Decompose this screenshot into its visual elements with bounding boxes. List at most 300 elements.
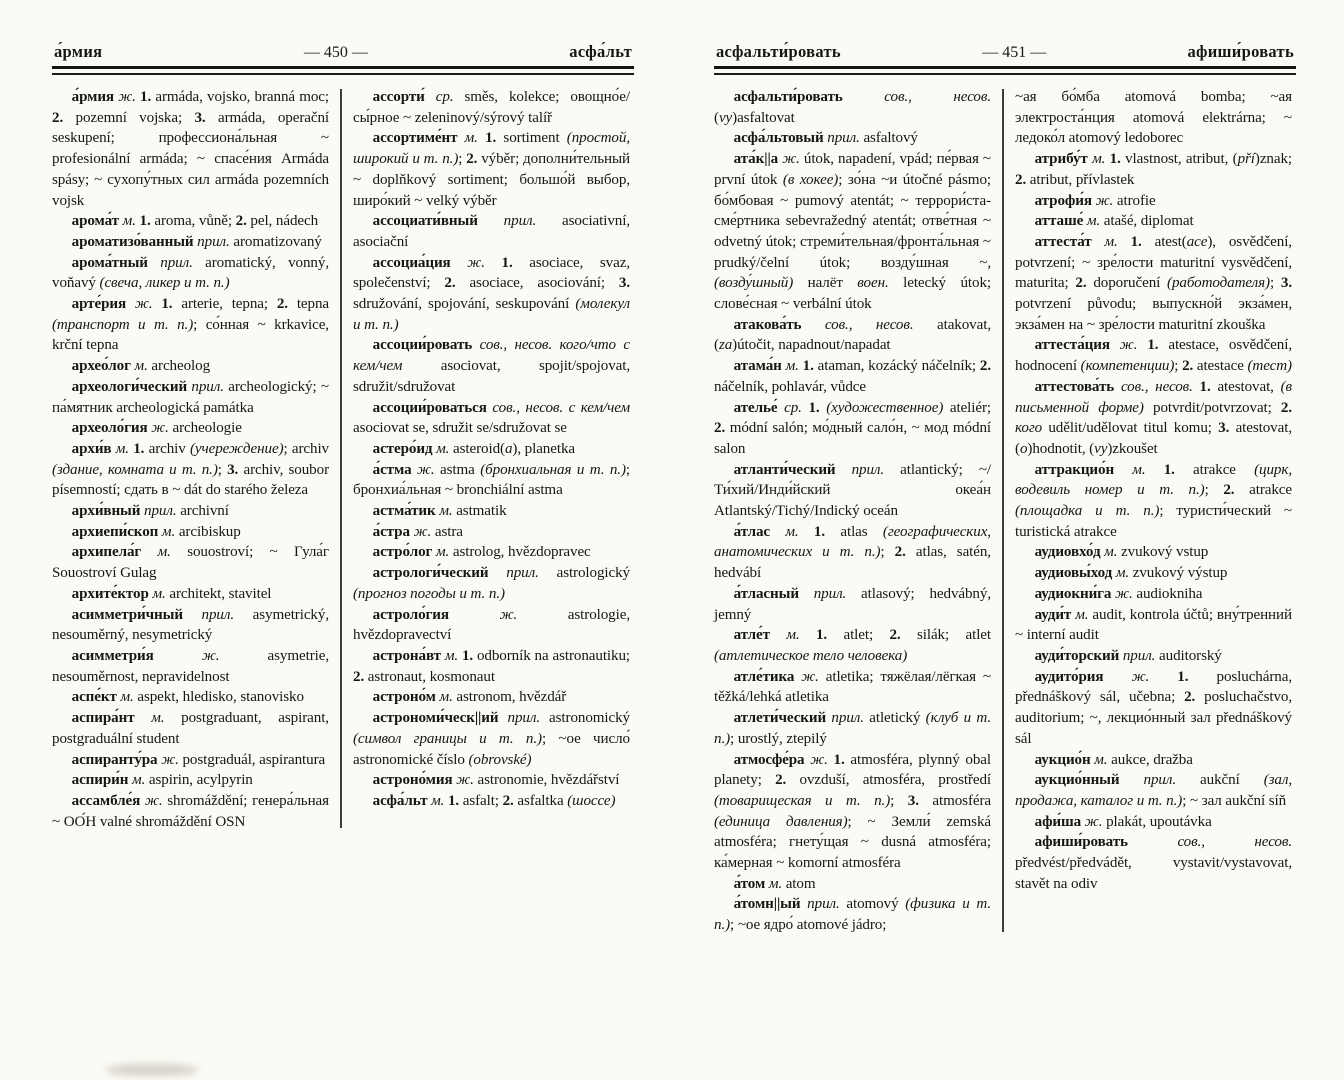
grammar-label: (символ границы и т. п.) bbox=[353, 730, 542, 747]
translation-text: atakovat, ( bbox=[714, 316, 991, 354]
dictionary-entry-continuation bbox=[1015, 87, 1292, 149]
grammar-label: ж. bbox=[134, 296, 162, 313]
translation-text: astronomický bbox=[549, 710, 631, 727]
dictionary-entry bbox=[52, 584, 329, 605]
headword: аттеста́ция bbox=[1034, 337, 1120, 354]
headword: архи́в bbox=[71, 440, 116, 457]
translation-text: posluchačstvo, auditorium; ~, лекцио́нный зал přednáškový sál bbox=[1015, 689, 1293, 747]
bold-text: 1. bbox=[1109, 151, 1126, 168]
translation-text: atmosféra, plynný obal planety; bbox=[714, 751, 991, 789]
headword: а́стма bbox=[372, 461, 417, 478]
bold-text: 1. bbox=[447, 792, 463, 809]
grammar-label: ж. bbox=[810, 751, 834, 768]
translation-text: postgraduál, aspirantura bbox=[182, 751, 326, 768]
dictionary-entry bbox=[1015, 191, 1292, 212]
grammar-label: прил. bbox=[507, 710, 550, 727]
grammar-label: сов., несов. bbox=[824, 316, 937, 333]
grammar-label: (работодателя) bbox=[1167, 275, 1270, 292]
bold-text: 1. bbox=[815, 627, 844, 644]
grammar-label: ace bbox=[1186, 233, 1208, 250]
translation-text: asociativní, asociační bbox=[353, 213, 630, 250]
page-right bbox=[714, 42, 1296, 936]
translation-text: vlastnost, atribut, ( bbox=[1125, 151, 1238, 168]
dictionary-entry bbox=[1015, 812, 1292, 833]
translation-text: architekt, stavitel bbox=[169, 585, 272, 602]
grammar-label: (художественное) bbox=[826, 399, 950, 416]
headword: архипела́г bbox=[71, 544, 158, 561]
grammar-label: (прогноз погоды и т. п.) bbox=[353, 585, 505, 602]
headword: аукцио́н bbox=[1034, 751, 1095, 768]
dictionary-entry bbox=[1015, 460, 1292, 543]
translation-text: astrologický bbox=[556, 565, 631, 582]
headword: архи́вный bbox=[71, 503, 145, 520]
running-head-left bbox=[52, 42, 634, 62]
dictionary-entry bbox=[52, 232, 329, 253]
headword: астма́тик bbox=[372, 503, 440, 520]
translation-text: ; со́нная ~ krkavice, krční tepna bbox=[52, 316, 329, 354]
dictionary-entry bbox=[52, 501, 329, 522]
dictionary-entry bbox=[714, 894, 991, 935]
headword: аудиокни́га bbox=[1034, 585, 1116, 602]
translation-text: souostroví; ~ Гула́г Souostroví Gulag bbox=[52, 544, 329, 582]
column-1 bbox=[52, 87, 329, 832]
bold-text: 2. bbox=[775, 772, 800, 789]
grammar-label: м. bbox=[435, 544, 453, 561]
translation-text: předvést/předvádět, vystavit/vystavovat, stavět na odiv bbox=[1015, 855, 1292, 892]
grammar-label: (географических, анатомических и т. п.) bbox=[714, 523, 991, 561]
headword: аудито́рия bbox=[1034, 668, 1132, 685]
translation-text: náčelník, pohlavár, vůdce bbox=[714, 378, 866, 395]
translation-text: posluchárna, přednáškový sál, učebna; bbox=[1015, 668, 1292, 706]
dictionary-entry bbox=[353, 253, 630, 336]
dictionary-entry bbox=[52, 605, 329, 646]
dictionary-entry bbox=[52, 253, 329, 294]
grammar-label: м. bbox=[151, 710, 182, 727]
translation-text: astra bbox=[434, 523, 463, 540]
dictionary-entry bbox=[353, 335, 630, 397]
translation-text: silák; atlet bbox=[916, 627, 991, 644]
translation-text: doporučení bbox=[1093, 275, 1168, 292]
translation-text: asymetrický, nesouměrný, nesymetrický bbox=[52, 606, 329, 644]
grammar-label: ср. bbox=[435, 89, 465, 105]
headword: арома́т bbox=[71, 213, 123, 230]
translation-text: astronom, hvězdář bbox=[456, 689, 567, 706]
translation-text: atlas, satén, hedvábí bbox=[714, 544, 991, 582]
translation-text: archeologie bbox=[172, 420, 242, 437]
page-number: — 451 — bbox=[982, 44, 1047, 61]
bold-text: 1. bbox=[485, 130, 504, 147]
headword: атмосфе́ра bbox=[733, 751, 811, 768]
translation-text: postgraduant, aspirant, postgraduální student bbox=[52, 710, 329, 747]
headword: атрибу́т bbox=[1034, 151, 1093, 168]
grammar-label: сов., несов. bbox=[1177, 834, 1292, 851]
translation-text: archeolog bbox=[151, 358, 211, 375]
bold-text: 1. bbox=[140, 89, 156, 105]
grammar-label: ж. bbox=[118, 89, 141, 105]
translation-text: udělit/udělovat titul komu; bbox=[1048, 420, 1219, 437]
headword: архите́ктор bbox=[71, 585, 153, 602]
headword: а́тласный bbox=[733, 585, 814, 602]
column-3 bbox=[714, 87, 991, 936]
translation-text: astmatik bbox=[456, 503, 507, 520]
translation-text: ; ~ое число́ astronomické číslo bbox=[353, 730, 630, 768]
dictionary-entry bbox=[714, 460, 991, 522]
translation-text: ; urostlý, ztepilý bbox=[730, 730, 827, 747]
headword: аукцио́нный bbox=[1034, 772, 1144, 789]
grammar-label: м. bbox=[115, 440, 134, 457]
headword: астроно́мия bbox=[372, 772, 457, 789]
translation-text: atašé, diplomat bbox=[1103, 213, 1194, 230]
dictionary-entry bbox=[1015, 377, 1292, 460]
grammar-label: м. bbox=[122, 213, 140, 230]
translation-text: atletika; тяжёлая/лёгкая ~ těžká/lehká atletika bbox=[714, 668, 991, 706]
grammar-label: м. bbox=[786, 627, 816, 644]
bold-text: 1. bbox=[1199, 378, 1218, 395]
translation-text: archiv, soubor písemností; сдать в ~ dát do starého železa bbox=[52, 461, 329, 499]
bold-text: 2. bbox=[1075, 275, 1094, 292]
translation-text: pel, nádech bbox=[250, 213, 319, 230]
dictionary-entry bbox=[714, 522, 991, 584]
grammar-label: (учереждение) bbox=[190, 440, 284, 457]
grammar-label: (свеча, ликер и т. п.) bbox=[99, 275, 230, 292]
grammar-label: za bbox=[718, 337, 733, 354]
translation-text: ; ~ое ядро́ atomové jádro; bbox=[730, 917, 887, 934]
dictionary-entry bbox=[353, 439, 630, 460]
grammar-label: прил. bbox=[807, 896, 847, 913]
grammar-label: прил. bbox=[160, 254, 206, 271]
translation-text: arcibiskup bbox=[178, 523, 241, 540]
translation-text: )zkoušet bbox=[1107, 440, 1158, 457]
grammar-label: ж. bbox=[467, 254, 502, 271]
grammar-label: ср. bbox=[784, 399, 809, 416]
grammar-label: ж. bbox=[144, 792, 168, 809]
dictionary-entry bbox=[1015, 211, 1292, 232]
translation-text: auditorský bbox=[1159, 647, 1222, 664]
grammar-label: (зал, продажа, каталог и т. п.) bbox=[1015, 772, 1293, 809]
translation-text: audit, kontrola účtů; вну́тренний ~ interní audit bbox=[1015, 606, 1292, 644]
headword: астрологи́ческий bbox=[372, 565, 507, 582]
grammar-label: ж. bbox=[499, 606, 568, 623]
translation-text: ateliér; bbox=[949, 399, 991, 416]
grammar-label: ж. bbox=[151, 420, 173, 437]
grammar-label: vy bbox=[1094, 440, 1108, 457]
grammar-label: м. bbox=[1115, 565, 1133, 582]
bold-text: 1. bbox=[1177, 668, 1217, 685]
grammar-label: м. bbox=[768, 875, 786, 892]
headword: ароматизо́ванный bbox=[71, 233, 198, 250]
grammar-label: vy bbox=[718, 109, 733, 126]
grammar-label: м. bbox=[1092, 151, 1110, 168]
grammar-label: м. bbox=[785, 523, 814, 540]
headword: ателье́ bbox=[733, 399, 785, 416]
translation-text: aromatický, vonný, voňavý bbox=[52, 254, 330, 292]
grammar-label: ж. bbox=[1095, 192, 1117, 209]
translation-text: plakát, upoutávka bbox=[1106, 813, 1212, 830]
dictionary-entry bbox=[714, 584, 991, 625]
dictionary-entry bbox=[353, 522, 630, 543]
bold-text: 2. bbox=[1280, 399, 1293, 416]
translation-text: audiokniha bbox=[1136, 585, 1203, 602]
translation-text: atribut, přívlastek bbox=[1029, 171, 1135, 188]
dictionary-entry bbox=[52, 542, 329, 583]
headword: аудиовы́ход bbox=[1034, 565, 1116, 582]
bold-text: 2. bbox=[52, 109, 76, 126]
dictionary-entry bbox=[353, 128, 630, 211]
text-columns bbox=[714, 87, 1296, 936]
dictionary-entry bbox=[353, 87, 630, 128]
headword: ассоциати́вный bbox=[372, 213, 504, 230]
grammar-label: ж. bbox=[456, 772, 478, 789]
grammar-label: м. bbox=[439, 503, 457, 520]
dictionary-entry bbox=[353, 563, 630, 604]
running-head-right bbox=[714, 42, 1296, 62]
translation-text: astrologie, hvězdopravectví bbox=[353, 606, 630, 644]
grammar-label: прил. bbox=[197, 233, 234, 250]
dictionary-entry bbox=[714, 625, 991, 666]
translation-text: atletický bbox=[869, 710, 926, 727]
dictionary-entry bbox=[1015, 770, 1292, 811]
dictionary-entry bbox=[52, 356, 329, 377]
translation-text: asociace, asociování; bbox=[469, 275, 619, 292]
headword: аттракцио́н bbox=[1034, 461, 1133, 478]
dictionary-entry bbox=[714, 356, 991, 397]
headword: ауди́торский bbox=[1034, 647, 1123, 664]
dictionary-entry bbox=[353, 460, 630, 501]
translation-text: aukční bbox=[1200, 772, 1264, 789]
dictionary-entry bbox=[714, 667, 991, 708]
dictionary-entry bbox=[52, 87, 329, 211]
grammar-label: прил. bbox=[831, 710, 870, 727]
headword: аспе́кт bbox=[71, 689, 121, 706]
running-head-first-word: асфальти́ровать bbox=[716, 42, 841, 61]
grammar-label: (атлетическое тело человека) bbox=[714, 647, 908, 664]
translation-text: asfaltka bbox=[517, 792, 568, 809]
bold-text: 2. bbox=[979, 358, 991, 375]
headword: аттестова́ть bbox=[1034, 378, 1121, 395]
dictionary-entry bbox=[52, 377, 329, 418]
grammar-label: a bbox=[504, 440, 513, 457]
translation-text: astrolog, hvězdopravec bbox=[452, 544, 591, 561]
headword: атле́тика bbox=[733, 668, 802, 685]
translation-text: ; зо́на ~и útočné pásmo; бо́мбовая ~ pumový atentát; ~ террори́ста-сме́ртника sebevražedný atentát; отве́тная ~ odvetný útok; стреми́тельная/фронта́льная ~ prudký/čelní útok; возду́шная ~, bbox=[714, 171, 991, 271]
bold-text: 1. bbox=[1163, 461, 1194, 478]
bold-text: 3. bbox=[1280, 275, 1292, 292]
translation-text: aspirin, acylpyrin bbox=[148, 772, 253, 789]
bold-text: 2. bbox=[1184, 689, 1205, 706]
grammar-label: м. bbox=[120, 689, 138, 706]
translation-text: archeologický; ~ па́мятник archeologická památka bbox=[52, 378, 329, 416]
translation-text: arterie, tepna; bbox=[181, 296, 277, 313]
dictionary-entry bbox=[353, 646, 630, 687]
translation-text: ; туристи́ческий ~ turistická atrakce bbox=[1015, 503, 1292, 540]
grammar-label: (в письменной форме) bbox=[1015, 378, 1293, 416]
headword: астрономи́ческ||ий bbox=[372, 710, 508, 727]
dictionary-entry bbox=[1015, 832, 1292, 894]
headword: асимметри́я bbox=[71, 647, 202, 664]
grammar-label: прил. bbox=[851, 461, 901, 478]
bold-text: 2. bbox=[276, 296, 297, 313]
translation-text: asymetrie, nesouměrnost, nepravidelnost bbox=[52, 647, 329, 685]
translation-text: letecký útok; слове́сная ~ verbální útok bbox=[714, 275, 991, 313]
grammar-label: м. bbox=[431, 792, 448, 809]
translation-text: ; bbox=[890, 792, 908, 809]
grammar-label: м. bbox=[1132, 461, 1164, 478]
translation-text: atestace, osvědčení, hodnocení bbox=[1015, 337, 1292, 375]
bold-text: 1. bbox=[833, 751, 851, 768]
page-number: — 450 — bbox=[303, 44, 368, 61]
translation-text: atomový bbox=[846, 896, 906, 913]
headword: ассортиме́нт bbox=[372, 130, 465, 147]
bold-text: 1. bbox=[501, 254, 530, 271]
headword: ассоциа́ция bbox=[372, 254, 468, 271]
running-head-last-word: асфа́льт bbox=[569, 42, 632, 61]
headword: археологи́ческий bbox=[71, 378, 192, 395]
dictionary-entry bbox=[52, 211, 329, 232]
headword: а́тлас bbox=[733, 523, 786, 540]
translation-text: aromatizovaný bbox=[233, 233, 322, 250]
grammar-label: м. bbox=[436, 440, 454, 457]
translation-text: налёт bbox=[807, 275, 858, 292]
translation-text: ; bbox=[458, 151, 467, 168]
dictionary-entry bbox=[714, 315, 991, 356]
column-divider-rule bbox=[340, 89, 342, 828]
bold-text: 3. bbox=[194, 109, 218, 126]
headword: ауди́т bbox=[1034, 606, 1076, 623]
translation-text: ; bbox=[1269, 275, 1281, 292]
dictionary-entry bbox=[714, 750, 991, 874]
bold-text: 2. bbox=[466, 151, 482, 168]
translation-text: ; бронхиа́льная ~ bronchiální astma bbox=[353, 461, 630, 499]
headword: а́рмия bbox=[71, 89, 119, 105]
grammar-label: pří bbox=[1237, 151, 1255, 168]
translation-text: ), planetka bbox=[512, 440, 575, 457]
translation-text: módní salón; мо́дный сало́н, ~ мод módní salon bbox=[714, 420, 991, 457]
dictionary-entry bbox=[353, 770, 630, 791]
headword: атакова́ть bbox=[733, 316, 825, 333]
dictionary-entry bbox=[353, 398, 630, 439]
grammar-label: (тест) bbox=[1247, 358, 1292, 375]
dictionary-entry bbox=[353, 501, 630, 522]
dictionary-entry bbox=[52, 294, 329, 356]
translation-text: ovzduší, atmosféra, prostředí bbox=[799, 772, 992, 789]
dictionary-entry bbox=[714, 149, 991, 315]
dictionary-entry bbox=[52, 418, 329, 439]
grammar-label: ж. bbox=[1084, 813, 1107, 830]
grammar-label: прил. bbox=[503, 213, 563, 230]
translation-text: ; bbox=[1204, 482, 1224, 499]
grammar-label: (транспорт и т. п.) bbox=[52, 316, 194, 333]
translation-text: zvukový výstup bbox=[1132, 565, 1228, 582]
grammar-label: ж. bbox=[1131, 668, 1178, 685]
text-columns bbox=[52, 87, 634, 832]
dictionary-entry bbox=[52, 439, 329, 501]
translation-text: atrakce bbox=[1193, 461, 1255, 478]
translation-text: sdružování, spojování, seskupování bbox=[353, 296, 576, 313]
translation-text: asfaltový bbox=[863, 130, 918, 147]
dictionary-entry bbox=[353, 708, 630, 770]
grammar-label: (шоссе) bbox=[567, 792, 616, 809]
grammar-label: (цирк, водевиль номер и т. п.) bbox=[1015, 461, 1293, 499]
headword: аспира́нт bbox=[71, 710, 152, 727]
dictionary-entry bbox=[353, 791, 630, 812]
headword: ассамбле́я bbox=[71, 792, 145, 809]
grammar-label: сов., несов. bbox=[1120, 378, 1200, 395]
running-head-last-word: афиши́ровать bbox=[1187, 42, 1294, 61]
grammar-label: прил. bbox=[827, 130, 864, 147]
bold-text: 2. bbox=[1015, 171, 1030, 188]
translation-text: směs, kolekce; овощно́е/сы́рное ~ zeleninový/sýrový talíř bbox=[353, 89, 630, 126]
translation-text: ; ~ зал aukční síň bbox=[1182, 792, 1287, 809]
translation-text: aroma, vůně; bbox=[154, 213, 236, 230]
headword: астеро́ид bbox=[372, 440, 437, 457]
grammar-label: м. bbox=[152, 585, 170, 602]
grammar-label: (возду́шный) bbox=[714, 275, 808, 292]
running-head-first-word: а́рмия bbox=[54, 42, 103, 61]
dictionary-entry bbox=[1015, 563, 1292, 584]
column-2 bbox=[353, 87, 630, 832]
dictionary-entry bbox=[1015, 335, 1292, 376]
translation-text: atlantický; ~/Ти́хий/Инди́йский океа́н Atlantský/Tichý/Indický oceán bbox=[714, 461, 991, 520]
dictionary-entry bbox=[1015, 232, 1292, 336]
grammar-label: ж. bbox=[161, 751, 183, 768]
grammar-label: прил. bbox=[506, 565, 557, 582]
dictionary-entry bbox=[52, 687, 329, 708]
grammar-label: ж. bbox=[201, 647, 268, 664]
grammar-label: прил. bbox=[201, 606, 253, 623]
translation-text: atrakce bbox=[1249, 482, 1292, 499]
grammar-label: сов., несов. кого/что с кем/чем bbox=[353, 337, 630, 375]
headword: ассорти́ bbox=[372, 89, 436, 105]
bold-text: 2. bbox=[502, 792, 518, 809]
translation-text: potvrzení původu; выпускно́й экза́мен, экза́мен на ~ зре́лости maturitní zkouška bbox=[1015, 296, 1292, 333]
dictionary-entry bbox=[353, 542, 630, 563]
translation-text: ; bbox=[217, 461, 228, 478]
grammar-label: сов., несов. с кем/чем bbox=[492, 399, 631, 416]
headword: аудиовхо́д bbox=[1034, 544, 1105, 561]
bold-text: 1. bbox=[1147, 337, 1169, 354]
grammar-label: (простой, широкий и т. п.) bbox=[353, 130, 630, 168]
dictionary-entry bbox=[52, 750, 329, 771]
bold-text: 3. bbox=[618, 275, 631, 292]
headword: аттеста́т bbox=[1034, 233, 1105, 250]
grammar-label: м. bbox=[464, 130, 486, 147]
translation-text: atlasový; hedvábný, jemný bbox=[714, 585, 992, 623]
grammar-label: м. bbox=[1094, 751, 1112, 768]
translation-text: atlas bbox=[840, 523, 883, 540]
grammar-label: (бронхиальная и т. п.) bbox=[480, 461, 626, 478]
headword: аспири́н bbox=[71, 772, 133, 789]
translation-text: ; ~ Земли́ zemská atmosféra; гнету́щая ~ dusná atmosféra; ка́мерная ~ komorní atmosféra bbox=[714, 813, 991, 872]
grammar-label: (молекул и т. п.) bbox=[353, 296, 630, 333]
grammar-label: ж. bbox=[801, 668, 826, 685]
headword: арома́тный bbox=[71, 254, 161, 271]
headword: ата́к||а bbox=[733, 151, 783, 168]
translation-text: tepna bbox=[296, 296, 330, 313]
header-double-rule bbox=[52, 66, 634, 75]
translation-text: pozemní vojska; bbox=[75, 109, 195, 126]
grammar-label: (клуб и т. п.) bbox=[714, 710, 992, 747]
headword: атлети́ческий bbox=[733, 710, 832, 727]
dictionary-entry bbox=[1015, 750, 1292, 771]
bold-text: 1. bbox=[802, 358, 818, 375]
headword: астроло́гия bbox=[372, 606, 500, 623]
translation-text: atlet; bbox=[843, 627, 890, 644]
bold-text: 1. bbox=[139, 213, 155, 230]
dictionary-entry bbox=[52, 791, 329, 832]
headword: атташе́ bbox=[1034, 213, 1087, 230]
translation-text: odborník na astronautiku; bbox=[476, 647, 631, 664]
dictionary-entry bbox=[714, 708, 991, 749]
